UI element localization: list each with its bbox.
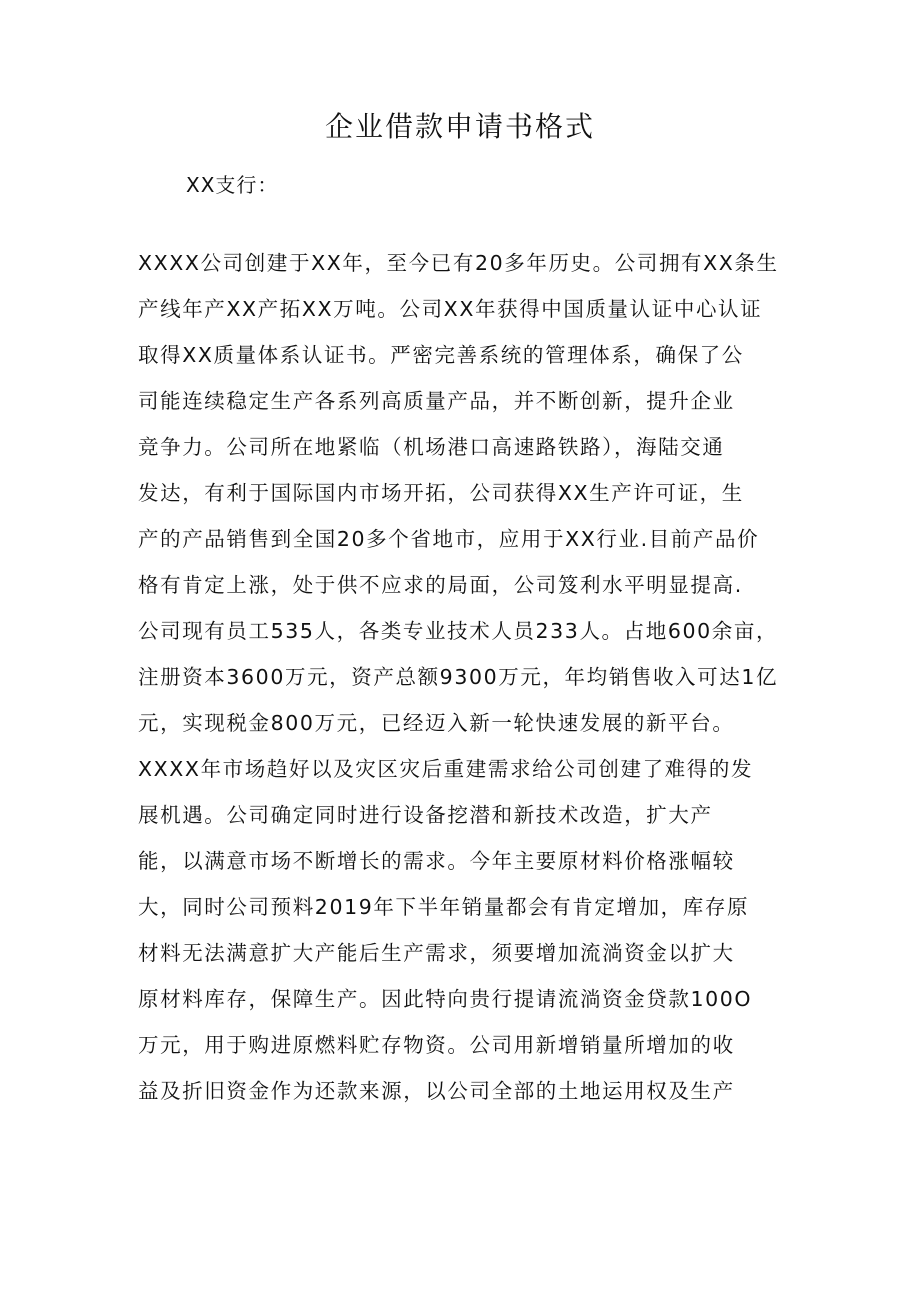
body-line: 元，实现税金800万元，已经迈入新一轮快速发展的新平台。 <box>138 711 735 735</box>
body-line: 竞争力。公司所在地紧临（机场港口高速路铁路），海陆交通 <box>138 435 725 459</box>
body-text <box>138 240 798 1114</box>
body-line: 大，同时公司预料2019年下半年销量都会有肯定增加，库存原 <box>138 895 750 919</box>
body-line: 能，以满意市场不断增长的需求。今年主要原材料价格涨幅较 <box>138 849 735 873</box>
body-line: 益及折旧资金作为还款来源，以公司全部的土地运用权及生产 <box>138 1079 735 1103</box>
salutation: XX支行： <box>186 173 279 197</box>
body-line: 材料无法满意扩大产能后生产需求，须要增加流淌资金以扩大 <box>138 941 735 965</box>
body-line: 原材料库存，保障生产。因此特向贵行提请流淌资金贷款100O <box>138 987 753 1011</box>
body-line: 产的产品销售到全国20多个省地市，应用于XX行业.目前产品价 <box>138 527 760 551</box>
body-line: 格有肯定上涨，处于供不应求的局面，公司笈利水平明显提高. <box>138 573 743 597</box>
body-line: 公司现有员工535人，各类专业技术人员233人。占地600余亩， <box>138 619 779 643</box>
body-line: 发达，有利于国际国内市场开拓，公司获得XX生产许可证，生 <box>138 481 744 505</box>
body-line: 展机遇。公司确定同时进行设备挖潜和新技术改造，扩大产 <box>138 803 713 827</box>
body-line: 取得XX质量体系认证书。严密完善系统的管理体系，确保了公 <box>138 343 744 367</box>
body-line: XXXX公司创建于XX年，至今已有20多年历史。公司拥有XX条生 <box>138 251 779 275</box>
document-title: 企业借款申请书格式 <box>324 110 595 143</box>
body-line: 注册资本3600万元，资产总额9300万元，年均销售收入可达1亿 <box>138 665 779 689</box>
body-line: 万元，用于购进原燃料贮存物资。公司用新增销量所增加的收 <box>138 1033 735 1057</box>
body-line: 司能连续稳定生产各系列高质量产品，并不断创新，提升企业 <box>138 389 735 413</box>
body-line: XXXX年市场趋好以及灾区灾后重建需求给公司创建了难得的发 <box>138 757 754 781</box>
body-line: 产线年产XX产拓XX万吨。公司XX年获得中国质量认证中心认证 <box>138 297 763 321</box>
